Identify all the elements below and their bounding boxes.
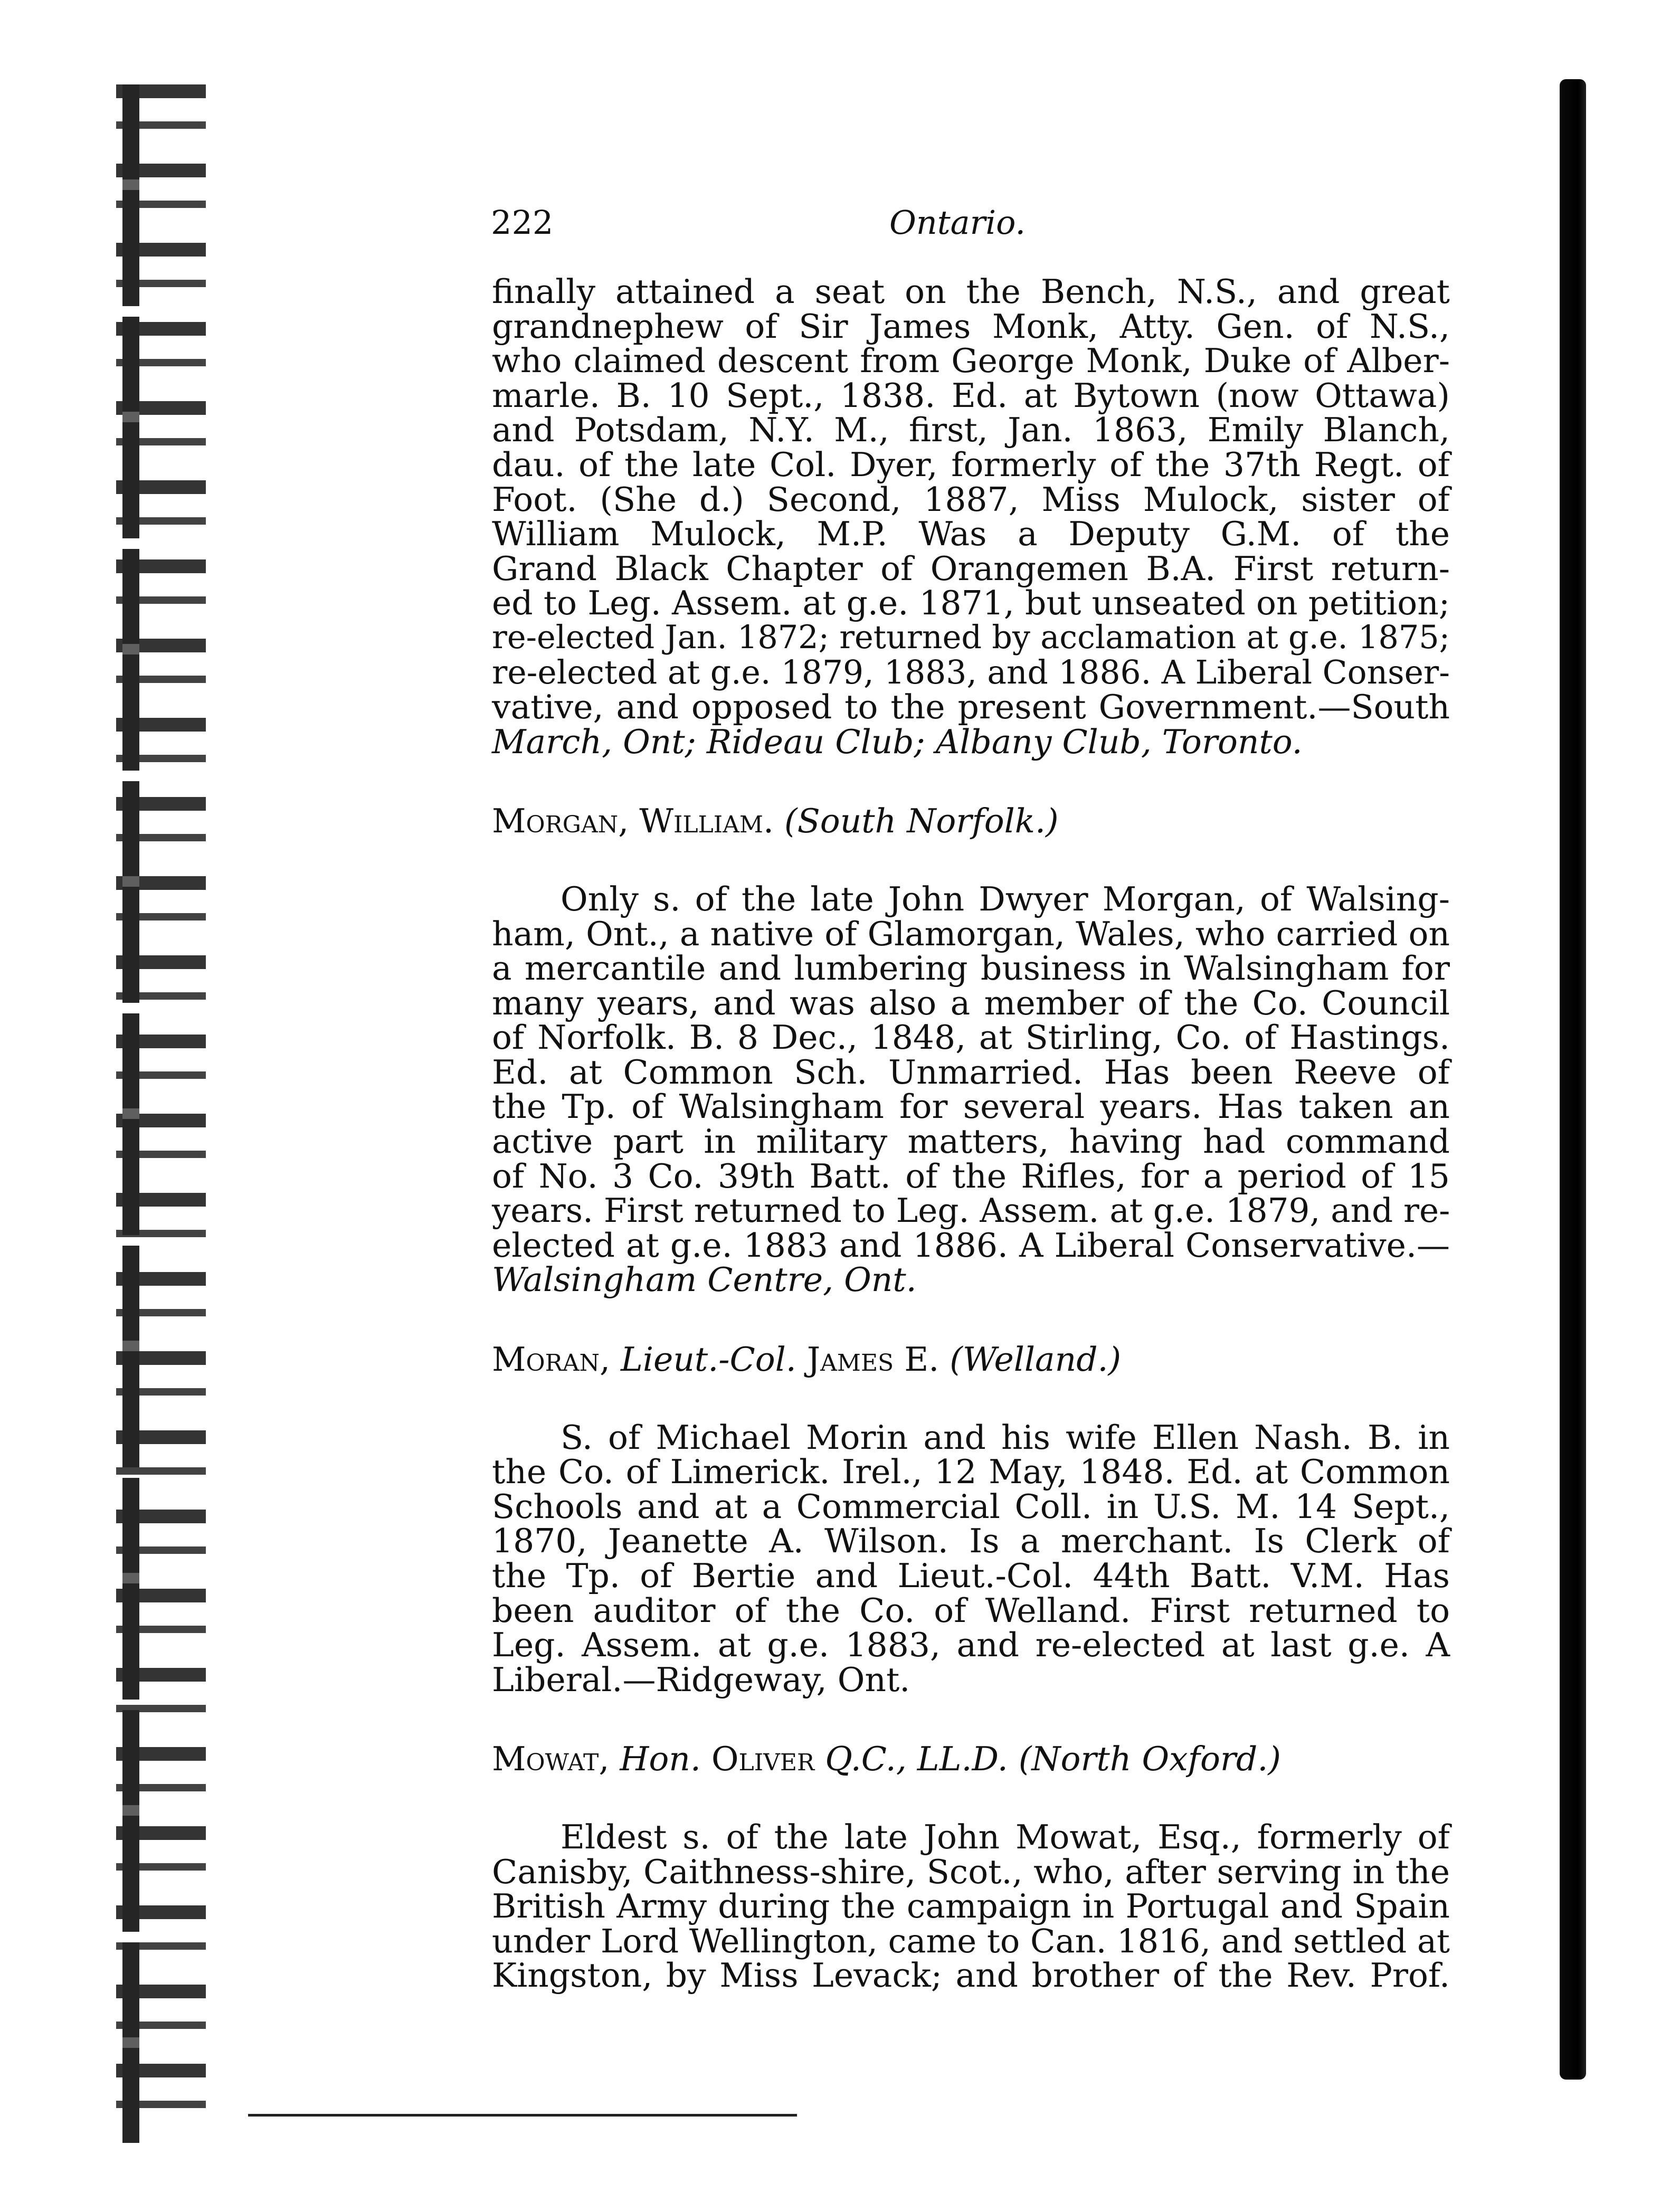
entry-riding: (North Oxford.) <box>1018 1740 1281 1779</box>
entry-heading <box>492 804 1450 839</box>
text-line: the Tp. of Bertie and Lieut.-Col. 44th Batt. V.M. Has <box>492 1557 1450 1595</box>
entry-given-name: Oliver <box>711 1740 815 1779</box>
text-line: Grand Black Chapter of Orangemen B.A. First return- <box>492 549 1450 588</box>
text-line: many years, and was also a member of the Co. Council <box>492 983 1450 1022</box>
text-line: of Norfolk. B. 8 Dec., 1848, at Stirling, Co. of Hastings. <box>492 1018 1450 1057</box>
text-line: re-elected at g.e. 1879, 1883, and 1886. A Liberal Conser- <box>492 653 1450 691</box>
text-line: March, Ont; Rideau Club; Albany Club, Toronto. <box>492 722 1303 761</box>
text-line: Walsingham Centre, Ont. <box>492 1260 917 1299</box>
text-line: finally attained a seat on the Bench, N.S., and great <box>492 272 1450 311</box>
text-line: active part in military matters, having had command <box>492 1122 1450 1161</box>
text-line: ham, Ont., a native of Glamorgan, Wales, who carried on <box>492 914 1450 953</box>
text-line: Only s. of the late John Dwyer Morgan, of Walsing- <box>561 879 1450 918</box>
entry-surname: Mowat, <box>492 1740 610 1779</box>
entry-mowat <box>492 1742 1450 1993</box>
text-line: of No. 3 Co. 39th Batt. of the Rifles, for a period of 15 <box>492 1156 1450 1195</box>
entry-moran <box>492 1342 1450 1697</box>
text-line: Eldest s. of the late John Mowat, Esq., formerly of <box>561 1817 1450 1856</box>
text-line: grandnephew of Sir James Monk, Atty. Gen. of N.S., <box>492 307 1450 346</box>
text-line: been auditor of the Co. of Welland. First returned to <box>492 1591 1450 1630</box>
entry-heading <box>492 1742 1450 1777</box>
entry-surname: Morgan, <box>492 802 629 841</box>
page-header <box>491 203 1451 251</box>
text-line: ed to Leg. Assem. at g.e. 1871, but unseated on petition; <box>492 584 1450 623</box>
entry-given-name: William. <box>639 802 774 841</box>
text-line: British Army during the campaign in Portugal and Spain <box>492 1887 1450 1926</box>
text-line: elected at g.e. 1883 and 1886. A Liberal Conservative.— <box>492 1226 1450 1265</box>
entry-honours: Q.C., LL.D. <box>825 1740 1008 1779</box>
text-line: S. of Michael Morin and his wife Ellen Nash. B. in <box>561 1418 1450 1457</box>
entry-morgan <box>492 804 1450 1297</box>
text-line: vative, and opposed to the present Government.—South <box>492 688 1450 727</box>
text-line: under Lord Wellington, came to Can. 1816, and settled at <box>492 1921 1450 1960</box>
text-line: years. First returned to Leg. Assem. at g.e. 1879, and re- <box>492 1191 1450 1230</box>
text-line: and Potsdam, N.Y. M., first, Jan. 1863, Emily Blanch, <box>492 411 1450 450</box>
scan-binding-edge <box>116 84 206 2143</box>
entry-title: Lieut.-Col. <box>621 1340 796 1379</box>
text-line: Ed. at Common Sch. Unmarried. Has been Reeve of <box>492 1052 1450 1092</box>
text-line: re-elected Jan. 1872; returned by acclamation at g.e. 1875; <box>492 619 1450 656</box>
page-body <box>492 274 1450 1993</box>
text-line: Leg. Assem. at g.e. 1883, and re-elected at last g.e. A <box>492 1626 1450 1665</box>
text-line: Canisby, Caithness-shire, Scot., who, after serving in the <box>492 1852 1450 1891</box>
text-line: marle. B. 10 Sept., 1838. Ed. at Bytown (now Ottawa) <box>492 376 1450 415</box>
entry-riding: (Welland.) <box>950 1340 1122 1379</box>
continued-entry <box>492 274 1450 759</box>
entry-title: Hon. <box>620 1740 701 1779</box>
text-line: Foot. (She d.) Second, 1887, Miss Mulock, sister of <box>492 480 1450 519</box>
scan-bottom-rule <box>248 2114 797 2117</box>
text-line: who claimed descent from George Monk, Duke of Alber- <box>492 341 1450 381</box>
entry-riding: (South Norfolk.) <box>784 802 1059 841</box>
entry-surname: Moran, <box>492 1340 611 1379</box>
entry-given-name: James E. <box>806 1340 939 1379</box>
text-line: Schools and at a Commercial Coll. in U.S. M. 14 Sept., <box>492 1487 1450 1526</box>
text-line: the Co. of Limerick. Irel., 12 May, 1848. Ed. at Common <box>492 1453 1450 1492</box>
text-line: a mercantile and lumbering business in Walsingham for <box>492 949 1450 988</box>
text-line: Liberal.—Ridgeway, Ont. <box>492 1660 910 1699</box>
entry-heading <box>492 1342 1450 1377</box>
text-line: William Mulock, M.P. Was a Deputy G.M. of the <box>492 515 1450 554</box>
page-number: 222 <box>491 203 554 242</box>
text-line: 1870, Jeanette A. Wilson. Is a merchant. Is Clerk of <box>492 1522 1450 1561</box>
text-line: Kingston, by Miss Levack; and brother of the Rev. Prof. <box>492 1956 1450 1995</box>
scan-right-edge <box>1560 79 1586 2080</box>
text-line: dau. of the late Col. Dyer, formerly of the 37th Regt. of <box>492 445 1450 484</box>
text-line: the Tp. of Walsingham for several years. Has taken an <box>492 1087 1450 1126</box>
running-head: Ontario. <box>889 203 1026 242</box>
scan-binding-bar <box>122 84 139 2143</box>
